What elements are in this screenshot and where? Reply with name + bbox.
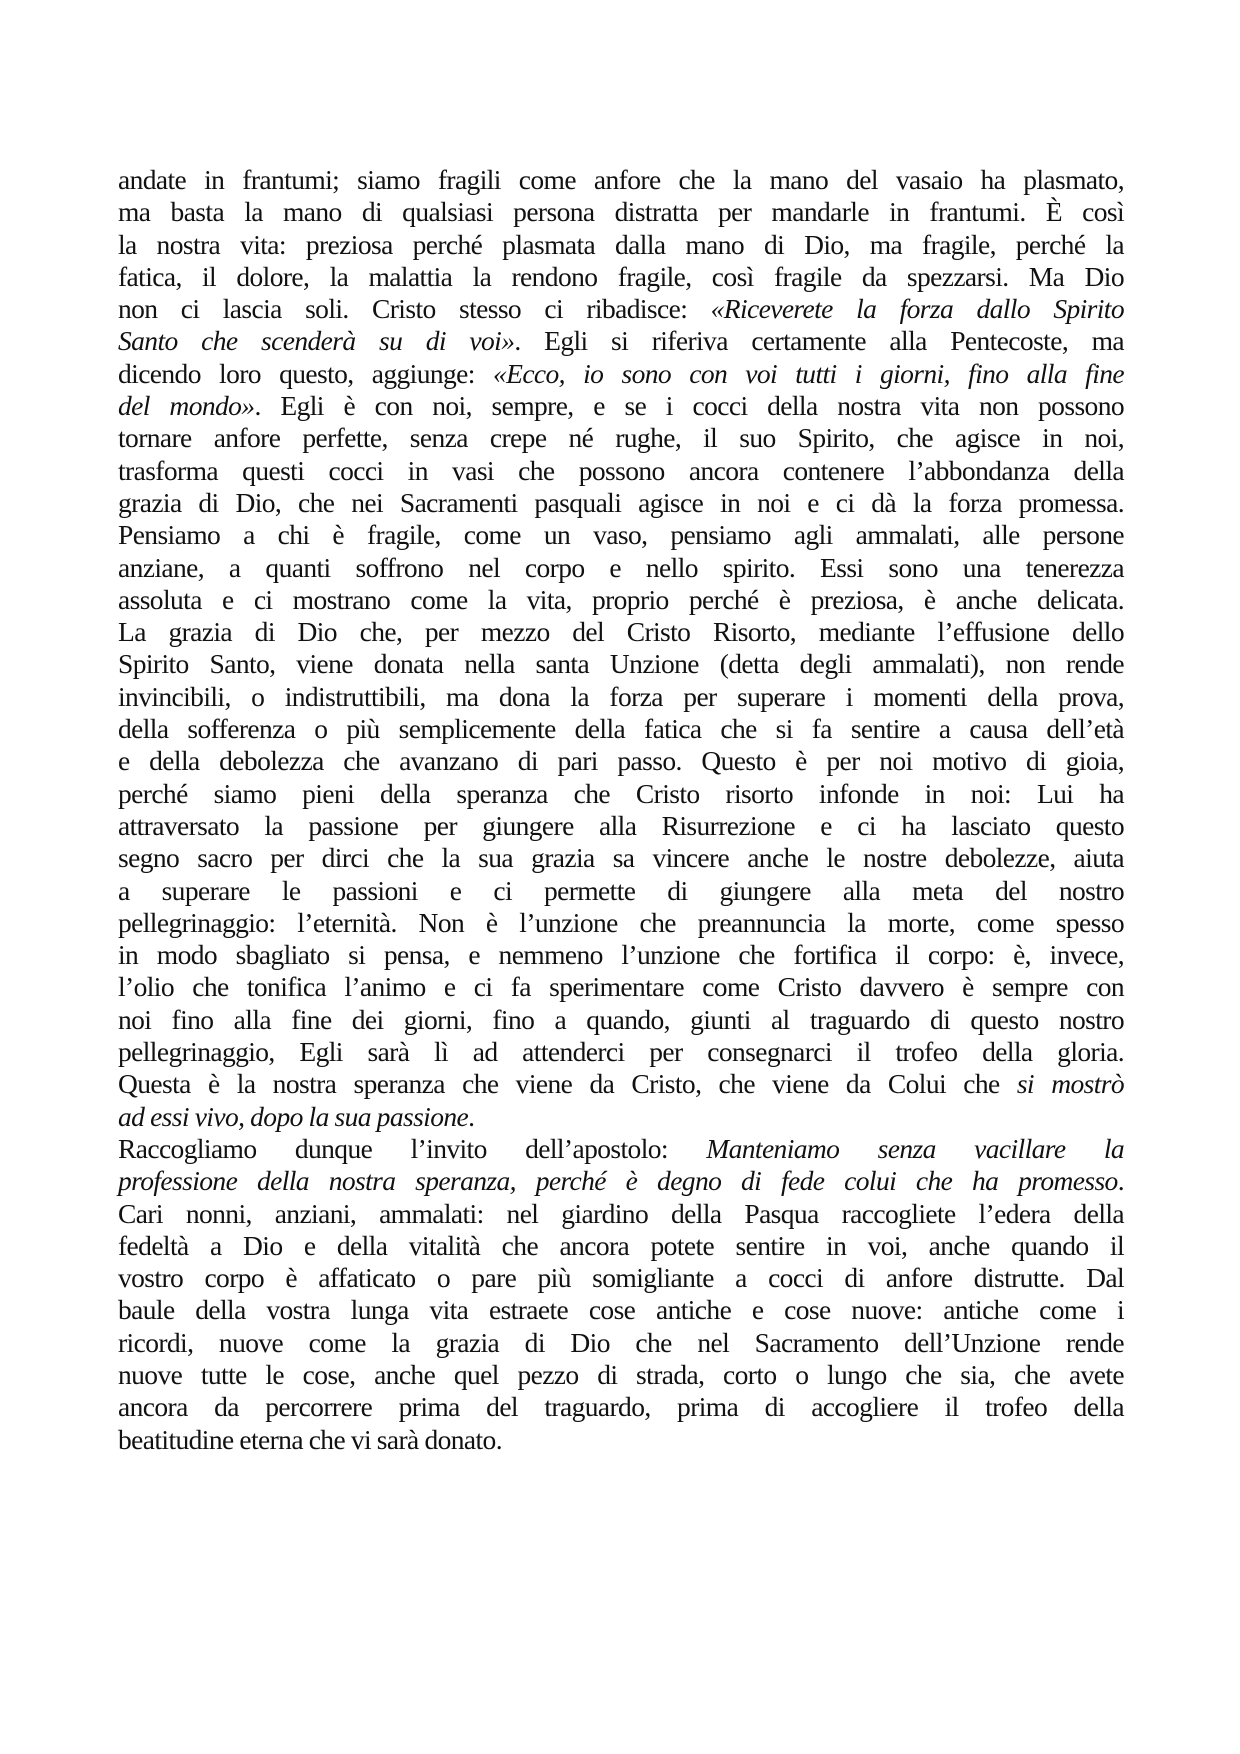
text-run: pellegrinaggio, Egli sarà lì ad attenderci per consegnarci il trofeo della gloria. [118, 1036, 1124, 1068]
text-run: ma basta la mano di qualsiasi persona distratta per mandarle in frantumi. È così [118, 196, 1124, 228]
text-run: grazia di Dio, che nei Sacramenti pasquali agisce in noi e ci dà la forza promessa. [118, 486, 1124, 518]
text-run: pellegrinaggio: l’eternità. Non è l’unzione che preannuncia la morte, come spesso [118, 906, 1124, 938]
text-run: . Egli si riferiva certamente alla Pentecoste, ma [514, 325, 1124, 357]
text-run: trasforma questi cocci in vasi che possono ancora contenere l’abbondanza della [118, 454, 1124, 486]
text-run: la nostra vita: preziosa perché plasmata dalla mano di Dio, ma fragile, perché la [118, 228, 1124, 260]
text-run: fedeltà a Dio e della vitalità che ancora potete sentire in voi, anche quando il [118, 1229, 1124, 1261]
text-line [118, 261, 1124, 293]
text-line [118, 519, 1124, 551]
text-run: Raccogliamo dunque l’invito dell’apostolo: [118, 1132, 707, 1164]
text-run: . Egli è con noi, sempre, e se i cocci della nostra vita non possono [254, 390, 1124, 422]
text-run: Questa è la nostra speranza che viene da Cristo, che viene da Colui che [118, 1068, 1017, 1100]
text-run: noi fino alla fine dei giorni, fino a quando, giunti al traguardo di questo nostro [118, 1003, 1124, 1035]
italic-quote: Manteniamo senza vacillare la [706, 1132, 1125, 1164]
text-line [118, 196, 1124, 228]
text-line [118, 939, 1124, 971]
text-run: vostro corpo è affaticato o pare più somigliante a cocci di anfore distrutte. Dal [118, 1262, 1124, 1294]
text-run: l’olio che tonifica l’animo e ci fa sperimentare come Cristo davvero è sempre con [118, 971, 1124, 1003]
text-run: segno sacro per dirci che la sua grazia sa vincere anche le nostre debolezze, aiuta [118, 842, 1124, 874]
text-line [118, 713, 1124, 745]
italic-quote: si mostrò [1016, 1068, 1124, 1100]
text-run: e della debolezza che avanzano di pari passo. Questo è per noi motivo di gioia, [118, 745, 1124, 777]
text-line [118, 907, 1124, 939]
text-line [118, 325, 1124, 357]
text-run: a superare le passioni e ci permette di giungere alla meta del nostro [118, 874, 1124, 906]
text-line [118, 1068, 1124, 1100]
text-run: dicendo loro questo, aggiunge: [118, 357, 493, 389]
text-line [118, 1327, 1124, 1359]
text-line [118, 810, 1124, 842]
text-line [118, 1294, 1124, 1326]
text-line [118, 681, 1124, 713]
text-run: perché siamo pieni della speranza che Cristo risorto infonde in noi: Lui ha [118, 777, 1124, 809]
text-line [118, 1391, 1124, 1423]
text-line [118, 1262, 1124, 1294]
text-line [118, 229, 1124, 261]
text-run: in modo sbagliato si pensa, e nemmeno l’unzione che fortifica il corpo: è, invece, [118, 939, 1124, 971]
text-line [118, 164, 1124, 196]
text-run: ancora da percorrere prima del traguardo, prima di accogliere il trofeo della [118, 1391, 1124, 1423]
text-line [118, 745, 1124, 777]
text-run: andate in frantumi; siamo fragili come anfore che la mano del vasaio ha plasmato, [118, 164, 1124, 195]
text-run: Spirito Santo, viene donata nella santa Unzione (detta degli ammalati), non rende [118, 648, 1124, 680]
text-line [118, 390, 1124, 422]
text-line [118, 422, 1124, 454]
italic-quote: professione della nostra speranza, perché è degno di fede colui che ha promesso [118, 1165, 1118, 1197]
text-line [118, 1004, 1124, 1036]
text-run: assoluta e ci mostrano come la vita, proprio perché è preziosa, è anche delicata. [118, 583, 1124, 615]
text-run: non ci lascia soli. Cristo stesso ci ribadisce: [118, 293, 711, 325]
text-line [118, 616, 1124, 648]
text-run: anziane, a quanti soffrono nel corpo e nello spirito. Essi sono una tenerezza [118, 551, 1124, 583]
text-run: beatitudine eterna che vi sarà donato. [118, 1423, 502, 1455]
text-line [118, 1165, 1124, 1197]
text-line [118, 1359, 1124, 1391]
text-run: invincibili, o indistruttibili, ma dona la forza per superare i momenti della prova, [118, 680, 1124, 712]
text-run: . [1117, 1165, 1124, 1197]
text-line [118, 971, 1124, 1003]
text-line [118, 778, 1124, 810]
text-run: Pensiamo a chi è fragile, come un vaso, pensiamo agli ammalati, alle persone [118, 519, 1124, 551]
text-run: attraversato la passione per giungere alla Risurrezione e ci ha lasciato questo [118, 809, 1124, 841]
text-line [118, 1230, 1124, 1262]
text-run: baule della vostra lunga vita estraete cose antiche e cose nuove: antiche come i [118, 1294, 1124, 1326]
text-line [118, 1101, 1124, 1133]
text-run: La grazia di Dio che, per mezzo del Cristo Risorto, mediante l’effusione dello [118, 616, 1124, 648]
text-line [118, 293, 1124, 325]
text-line [118, 584, 1124, 616]
italic-quote: «Ecco, io sono con voi tutti i giorni, fino alla fine [492, 357, 1124, 389]
body-text [118, 164, 1124, 1456]
text-line [118, 487, 1124, 519]
text-run: . [468, 1100, 475, 1132]
italic-quote: Santo che scenderà su di voi» [118, 325, 515, 357]
text-line [118, 842, 1124, 874]
text-run: ricordi, nuove come la grazia di Dio che nel Sacramento dell’Unzione rende [118, 1326, 1124, 1358]
text-line [118, 455, 1124, 487]
italic-quote: del mondo» [118, 390, 255, 422]
text-line [118, 358, 1124, 390]
text-line [118, 1036, 1124, 1068]
italic-quote: «Riceverete la forza dallo Spirito [710, 293, 1125, 325]
document-page [118, 164, 1124, 1456]
text-line [118, 648, 1124, 680]
text-run: Cari nonni, anziani, ammalati: nel giardino della Pasqua raccogliete l’edera della [118, 1197, 1124, 1229]
text-line [118, 1198, 1124, 1230]
text-line [118, 1424, 1124, 1456]
text-run: fatica, il dolore, la malattia la rendono fragile, così fragile da spezzarsi. Ma Dio [118, 260, 1124, 292]
text-line [118, 552, 1124, 584]
text-line [118, 875, 1124, 907]
italic-quote: ad essi vivo, dopo la sua passione [118, 1100, 469, 1132]
text-run: tornare anfore perfette, senza crepe né rughe, il suo Spirito, che agisce in noi, [118, 422, 1124, 454]
text-run: della sofferenza o più semplicemente della fatica che si fa sentire a causa dell’età [118, 713, 1124, 745]
text-line [118, 1133, 1124, 1165]
text-run: nuove tutte le cose, anche quel pezzo di strada, corto o lungo che sia, che avete [118, 1358, 1124, 1390]
